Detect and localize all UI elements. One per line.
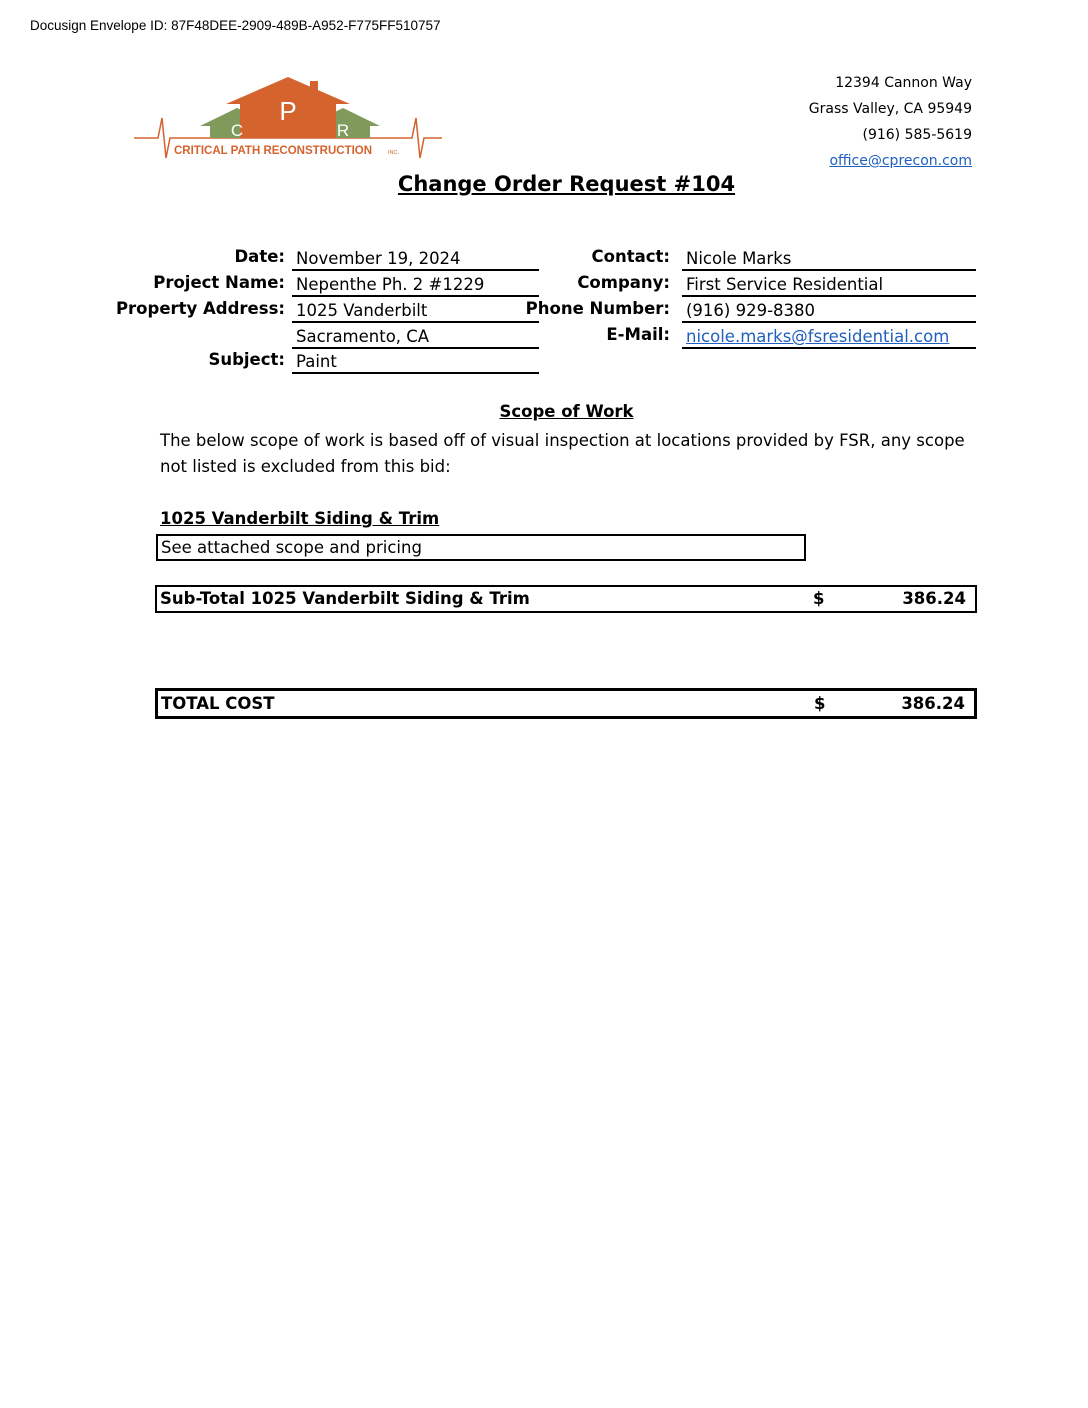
total-cost-currency: $ [814, 694, 826, 713]
scope-of-work-title: Scope of Work [499, 402, 634, 421]
subtotal-currency: $ [813, 589, 825, 608]
contact-label: Contact: [591, 247, 670, 266]
logo-company-suffix: INC. [388, 150, 399, 156]
logo-letter-p: P [279, 96, 297, 126]
property-address-line1: 1025 Vanderbilt [292, 299, 539, 323]
total-cost-row [155, 688, 977, 719]
subtotal-row [155, 585, 977, 613]
scope-section-title: 1025 Vanderbilt Siding & Trim [160, 509, 440, 528]
company-email-link[interactable]: office@cprecon.com [829, 153, 972, 169]
company-city: Grass Valley, CA 95949 [808, 101, 972, 117]
scope-section-item: See attached scope and pricing [156, 534, 806, 561]
phone-number-value: (916) 929-8380 [682, 299, 976, 323]
total-cost-label: TOTAL COST [161, 694, 275, 713]
company-value: First Service Residential [682, 273, 976, 297]
subject-value: Paint [292, 350, 539, 374]
subtotal-label: Sub-Total 1025 Vanderbilt Siding & Trim [160, 589, 530, 608]
company-address-block [809, 70, 972, 174]
phone-number-label: Phone Number: [525, 299, 670, 318]
scope-description: The below scope of work is based off of visual inspection at locations provided by FSR, any scope not listed is excluded from this bid: [160, 431, 965, 476]
property-address-label: Property Address: [115, 299, 285, 318]
logo-company-name: CRITICAL PATH RECONSTRUCTION [174, 145, 373, 157]
contact-value: Nicole Marks [682, 247, 976, 271]
logo-letter-c: C [230, 121, 244, 140]
subject-label: Subject: [208, 350, 285, 369]
contact-email-link[interactable]: nicole.marks@fsresidential.com [686, 327, 950, 346]
property-address-line2: Sacramento, CA [292, 325, 539, 349]
document-title: Change Order Request #104 [397, 172, 736, 196]
project-name-value: Nepenthe Ph. 2 #1229 [292, 273, 539, 297]
date-label: Date: [234, 247, 285, 266]
company-phone: (916) 585-5619 [862, 127, 972, 143]
logo-chimney [310, 81, 318, 93]
date-value: November 19, 2024 [292, 247, 539, 271]
email-label: E-Mail: [606, 325, 670, 344]
project-name-label: Project Name: [153, 273, 285, 292]
company-street: 12394 Cannon Way [835, 75, 972, 91]
logo-letter-r: R [336, 121, 350, 140]
docusign-envelope-id: Docusign Envelope ID: 87F48DEE-2909-489B-A952-F775FF510757 [30, 18, 441, 33]
total-cost-amount: 386.24 [901, 694, 965, 713]
email-value [682, 325, 976, 349]
company-logo [132, 74, 444, 166]
company-label: Company: [577, 273, 670, 292]
subtotal-amount: 386.24 [902, 589, 966, 608]
